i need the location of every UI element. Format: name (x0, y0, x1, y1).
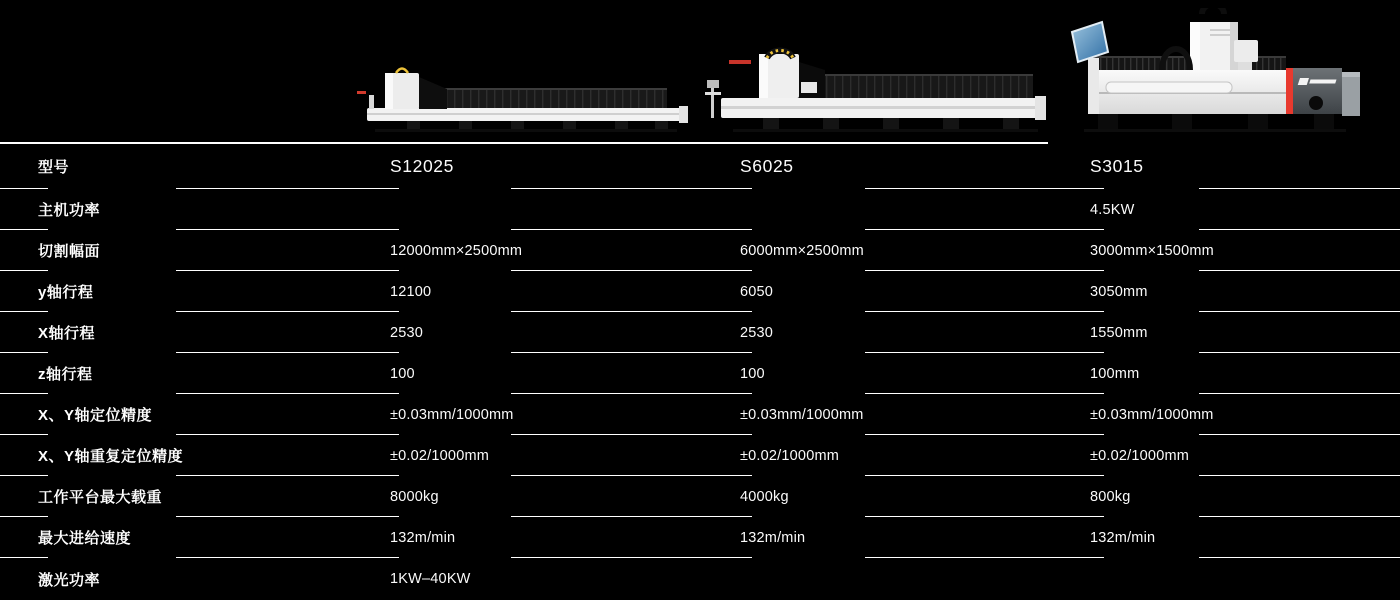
spec-value: 4.5KW (1090, 201, 1135, 218)
table-row-max-load (0, 476, 1400, 517)
table-row-positioning-accuracy (0, 394, 1400, 435)
spec-value: 6050 (740, 283, 774, 300)
spec-label: 主机功率 (38, 202, 101, 219)
product-image-s12025 (355, 63, 700, 137)
spec-value: 1550mm (1090, 324, 1148, 341)
spec-label: 工作平台最大载重 (38, 489, 163, 506)
spec-value: 8000kg (390, 488, 439, 505)
table-row-laser-power (0, 558, 1400, 600)
spec-value: ±0.02/1000mm (390, 447, 490, 464)
spec-value: 2530 (390, 324, 424, 341)
spec-label: 切割幅面 (38, 243, 101, 260)
spec-value: ±0.03mm/1000mm (390, 406, 514, 423)
spec-value: 132m/min (740, 529, 806, 546)
spec-value: ±0.03mm/1000mm (740, 406, 864, 423)
spec-value: ±0.02/1000mm (740, 447, 840, 464)
spec-label: X、Y轴定位精度 (38, 407, 153, 424)
table-row-z-travel (0, 353, 1400, 394)
spec-value: 12000mm×2500mm (390, 242, 523, 259)
spec-value: ±0.02/1000mm (1090, 447, 1190, 464)
spec-label: z轴行程 (38, 366, 93, 383)
spec-table (0, 143, 1400, 600)
spec-value: 2530 (740, 324, 774, 341)
spec-value: 132m/min (1090, 529, 1156, 546)
model-name-s6025: S6025 (740, 155, 794, 176)
machine-illustration-s3015 (1062, 8, 1362, 136)
table-row-x-travel (0, 312, 1400, 353)
table-row-max-feed-speed (0, 517, 1400, 558)
spec-value: 100 (390, 365, 415, 382)
table-row-y-travel (0, 271, 1400, 312)
spec-value: 132m/min (390, 529, 456, 546)
model-name-s12025: S12025 (390, 155, 454, 176)
spec-value: 3050mm (1090, 283, 1148, 300)
spec-value: 100mm (1090, 365, 1140, 382)
spec-value: 3000mm×1500mm (1090, 242, 1214, 259)
machine-illustration-s6025 (703, 40, 1057, 142)
spec-value: 1KW–40KW (390, 571, 471, 587)
table-row-main-power (0, 189, 1400, 230)
product-image-s3015 (1048, 0, 1400, 149)
spec-label: X轴行程 (38, 325, 96, 342)
machine-illustration-s12025 (355, 63, 700, 137)
spec-label: 激光功率 (38, 571, 101, 589)
spec-label: 最大进给速度 (38, 530, 132, 547)
spec-label: X、Y轴重复定位精度 (38, 448, 184, 465)
spec-value: 6000mm×2500mm (740, 242, 864, 259)
table-row-model (0, 143, 1400, 189)
model-name-s3015: S3015 (1090, 155, 1144, 176)
spec-value: ±0.03mm/1000mm (1090, 406, 1214, 423)
spec-value: 100 (740, 365, 765, 382)
product-image-s6025 (703, 40, 1057, 142)
spec-value: 4000kg (740, 488, 789, 505)
spec-value: 800kg (1090, 488, 1131, 505)
spec-label: 型号 (38, 158, 70, 176)
spec-label: y轴行程 (38, 284, 94, 301)
table-row-cutting-area (0, 230, 1400, 271)
spec-value: 12100 (390, 283, 432, 300)
table-row-repeat-accuracy (0, 435, 1400, 476)
